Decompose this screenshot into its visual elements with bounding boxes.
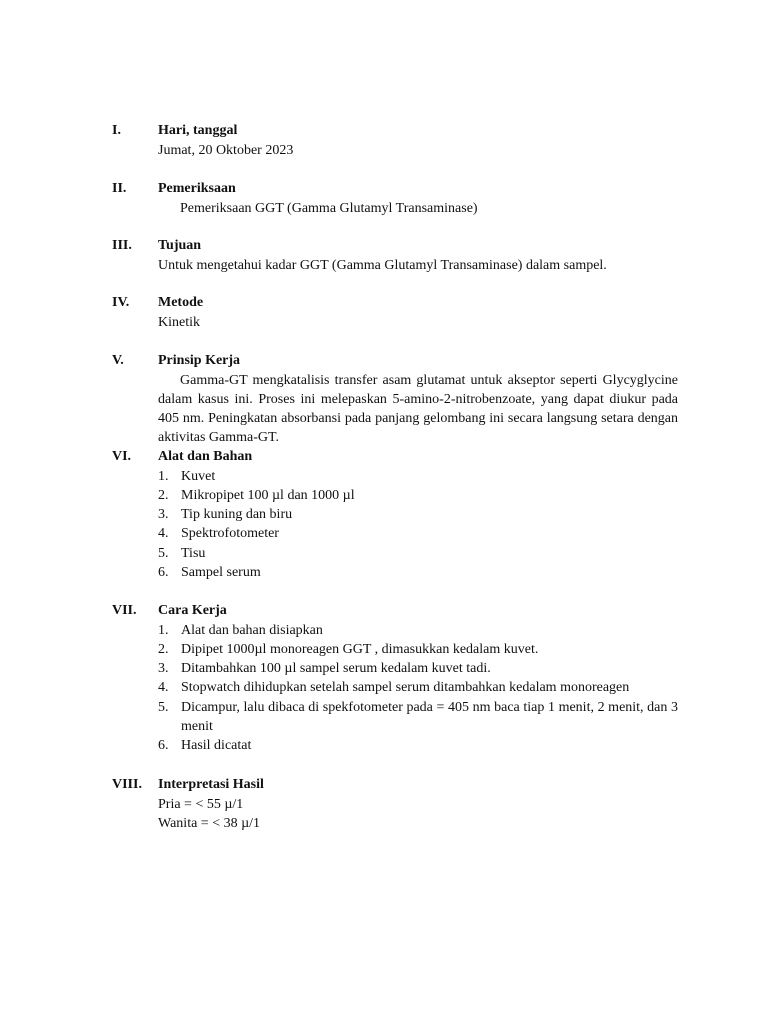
section-number: VI. — [112, 449, 132, 464]
section-text: Pemeriksaan GGT (Gamma Glutamyl Transaminase) — [180, 200, 478, 216]
section-number: II. — [112, 181, 127, 196]
list-item-number: 1. — [158, 622, 169, 638]
reference-value-male: Pria = < 55 µ/1 — [158, 796, 244, 812]
list-item-number: 3. — [158, 661, 169, 677]
section-pemeriksaan — [112, 179, 678, 218]
list-item-text: Dicampur, lalu dibaca di spekfotometer pada = 405 nm baca tiap 1 menit, 2 menit, dan 3 menit — [181, 699, 678, 734]
list-item — [158, 621, 678, 640]
list-item-text: Mikropipet 100 µl dan 1000 µl — [181, 487, 355, 503]
list-item — [158, 524, 678, 543]
list-item-text: Tip kuning dan biru — [181, 507, 293, 523]
list-item-number: 1. — [158, 468, 169, 484]
section-alat-dan-bahan — [112, 447, 678, 582]
section-paragraph: Gamma-GT mengkatalisis transfer asam glutamat untuk akseptor seperti Glycyglycine dalam kasus ini. Proses ini melepaskan 5-amino-2-nitrobenzoate, yang dapat diukur pada 405 nm. Peningkatan absorbansi pada panjang gelombang ini secara langsung setara dengan aktivitas Gamma-GT. — [158, 372, 678, 446]
list-item-number: 2. — [158, 641, 169, 657]
section-tujuan — [112, 236, 678, 275]
list-item-text: Hasil dicatat — [181, 738, 252, 754]
section-number: V. — [112, 353, 124, 368]
list-item — [158, 505, 678, 524]
section-title: Interpretasi Hasil — [158, 777, 264, 792]
list-item — [158, 486, 678, 505]
list-item — [158, 698, 678, 737]
list-item-number: 4. — [158, 526, 169, 542]
section-number: I. — [112, 123, 121, 138]
section-title: Metode — [158, 295, 204, 310]
list-item — [158, 659, 678, 678]
section-title: Pemeriksaan — [158, 181, 236, 196]
section-title: Prinsip Kerja — [158, 353, 241, 368]
section-cara-kerja — [112, 601, 678, 756]
section-title: Alat dan Bahan — [158, 449, 253, 464]
list-item — [158, 678, 678, 697]
list-item-text: Dipipet 1000µl monoreagen GGT , dimasukkan kedalam kuvet. — [181, 641, 539, 657]
reference-value-female: Wanita = < 38 µ/1 — [158, 816, 261, 831]
list-item — [158, 736, 678, 755]
list-item-text: Alat dan bahan disiapkan — [181, 622, 323, 638]
list-item — [158, 563, 678, 582]
list-item-number: 2. — [158, 487, 169, 503]
list-item-number: 6. — [158, 564, 169, 580]
list-item — [158, 467, 678, 486]
list-item-text: Stopwatch dihidupkan setelah sampel serum ditambahkan kedalam monoreagen — [181, 680, 630, 696]
list-item-number: 4. — [158, 680, 169, 696]
list-item-number: 6. — [158, 738, 169, 754]
section-text: Untuk mengetahui kadar GGT (Gamma Glutamyl Transaminase) dalam sampel. — [158, 257, 607, 273]
equipment-list — [158, 467, 678, 583]
list-item — [158, 544, 678, 563]
section-title: Tujuan — [158, 238, 202, 253]
list-item-number: 3. — [158, 507, 169, 523]
list-item-text: Kuvet — [181, 468, 216, 484]
section-number: III. — [112, 238, 132, 253]
list-item-text: Tisu — [181, 545, 206, 561]
section-title: Hari, tanggal — [158, 123, 238, 138]
section-text: Kinetik — [158, 314, 200, 330]
list-item-text: Ditambahkan 100 µl sampel serum kedalam kuvet tadi. — [181, 661, 491, 677]
list-item-number: 5. — [158, 545, 169, 561]
section-number: VIII. — [112, 777, 142, 792]
section-title: Cara Kerja — [158, 603, 227, 618]
section-interpretasi-hasil — [112, 775, 678, 834]
list-item-number: 5. — [158, 699, 169, 715]
section-number: VII. — [112, 603, 137, 618]
list-item — [158, 640, 678, 659]
section-number: IV. — [112, 295, 130, 310]
list-item-text: Sampel serum — [181, 564, 261, 580]
section-prinsip-kerja — [112, 351, 678, 448]
list-item-text: Spektrofotometer — [181, 526, 279, 542]
section-hari-tanggal — [112, 121, 678, 160]
procedure-list — [158, 621, 678, 756]
section-metode — [112, 293, 678, 332]
section-text: Jumat, 20 Oktober 2023 — [158, 142, 294, 158]
